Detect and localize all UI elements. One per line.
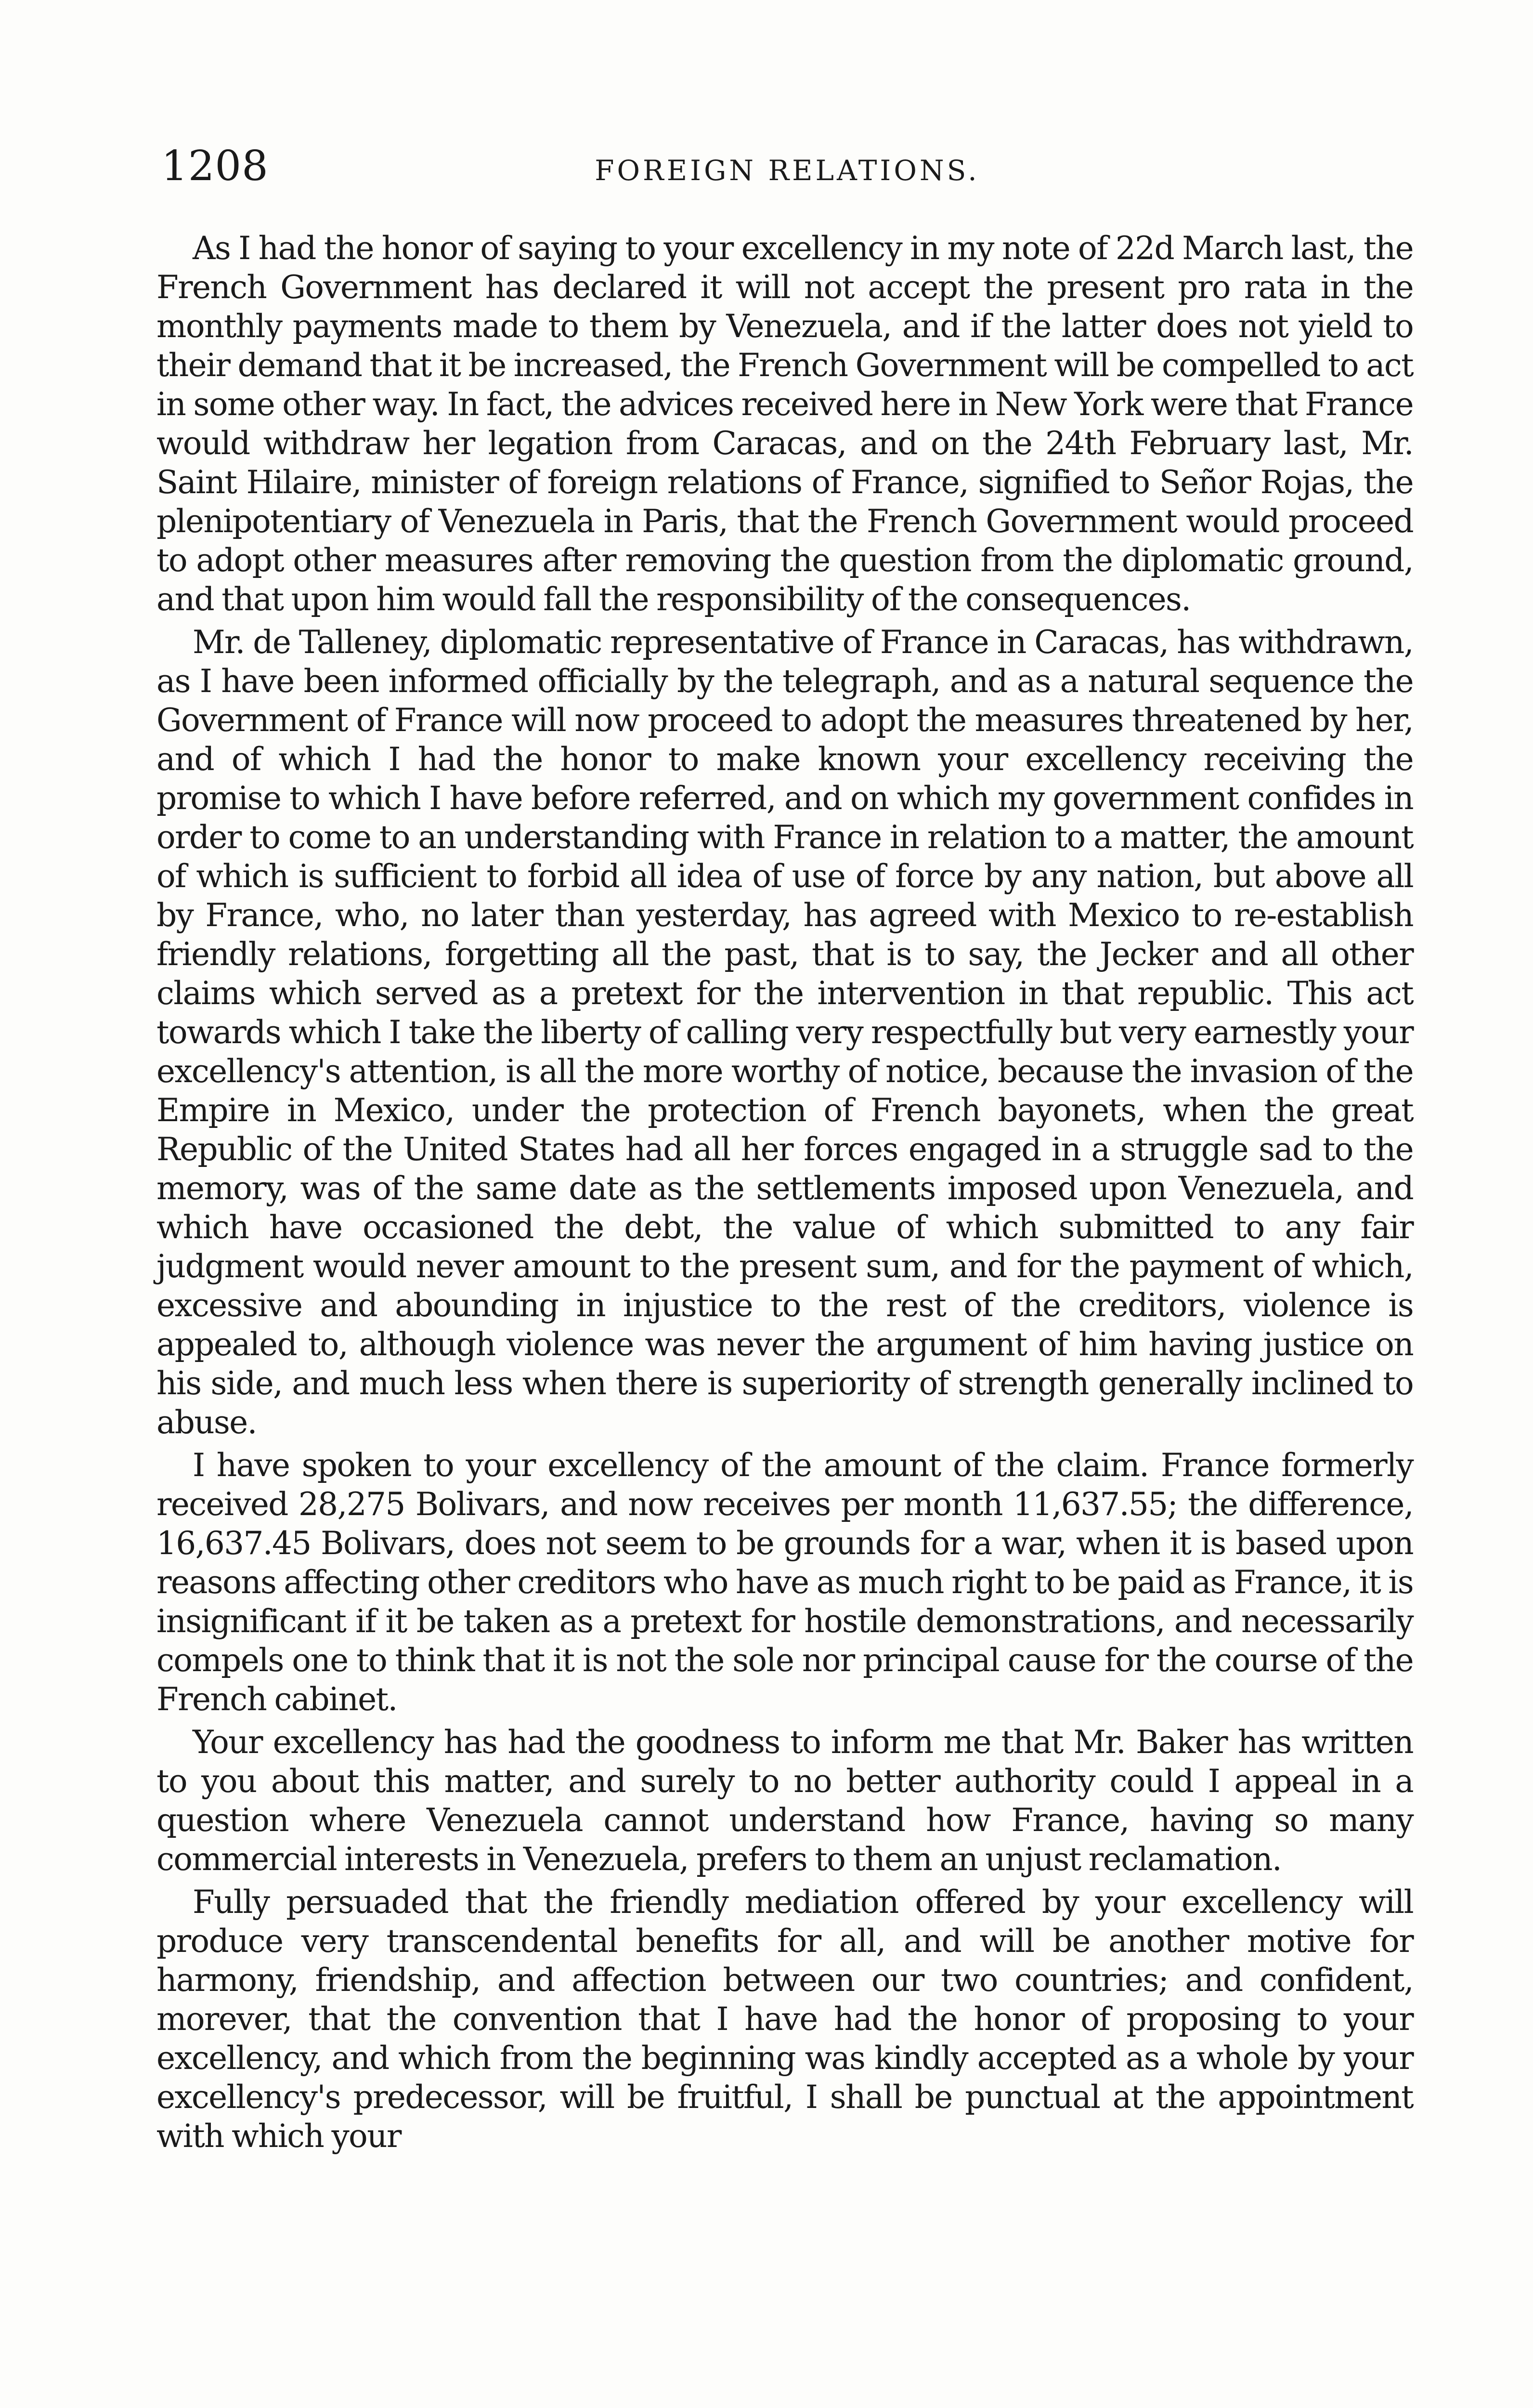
paragraph-2: Mr. de Talleney, diplomatic representative of France in Caracas, has withdrawn, as I have been informed officially by the telegraph, and as a natural sequence the Government of France will now proceed to adopt the measures threatened by her, and of which I had the honor to make known your excellency receiving the promise to which I have before referred, and on which my government confides in order to come to an understanding with France in relation to a matter, the amount of which is sufficient to forbid all idea of use of force by any nation, but above all by France, who, no later than yesterday, has agreed with Mexico to re-establish friendly relations, forgetting all the past, that is to say, the Jecker and all other claims which served as a pretext for the intervention in that republic. This act towards which I take the liberty of calling very respectfully but very earnestly your excellency's attention, is all the more worthy of notice, because the invasion of the Empire in Mexico, under the protection of French bayonets, when the great Republic of the United States had all her forces engaged in a struggle sad to the memory, was of the same date as the settlements imposed upon Venezuela, and which have occasioned the debt, the value of which submitted to any fair judgment would never amount to the present sum, and for the payment of which, excessive and abounding in injustice to the rest of the creditors, violence is appealed to, although violence was never the argument of him having justice on his side, and much less when there is superiority of strength generally inclined to abuse.	[156, 624, 1413, 1441]
paragraph-4: Your excellency has had the goodness to inform me that Mr. Baker has written to you about this matter, and surely to no better authority could I appeal in a question where Venezuela cannot understand how France, having so many commercial interests in Venezuela, prefers to them an unjust reclamation.	[156, 1724, 1413, 1878]
page-header	[161, 140, 1413, 193]
page-number: 1208	[161, 142, 269, 190]
paragraph-1: As I had the honor of saying to your excellency in my note of 22d March last, the French Government has declared it will not accept the present pro rata in the monthly payments made to them by Venezuela, and if the latter does not yield to their demand that it be increased, the French Government will be compelled to act in some other way. In fact, the advices received here in New York were that France would withdraw her legation from Caracas, and on the 24th February last, Mr. Saint Hilaire, minister of foreign relations of France, signified to Señor Rojas, the plenipotentiary of Venezuela in Paris, that the French Government would proceed to adopt other measures after removing the question from the diplomatic ground, and that upon him would fall the responsibility of the consequences.	[156, 230, 1413, 618]
body-text	[156, 229, 1413, 2159]
paragraph-3: I have spoken to your excellency of the amount of the claim. France formerly received 28,275 Bolivars, and now receives per month 11,637.55; the difference, 16,637.45 Bolivars, does not seem to be grounds for a war, when it is based upon reasons affecting other creditors who have as much right to be paid as France, it is insignificant if it be taken as a pretext for hostile demonstrations, and necessarily compels one to think that it is not the sole nor principal cause for the course of the French cabinet.	[156, 1447, 1413, 1718]
running-title: FOREIGN RELATIONS.	[595, 154, 980, 187]
paragraph-5: Fully persuaded that the friendly mediation offered by your excellency will produce very transcendental benefits for all, and will be another motive for harmony, friendship, and affection between our two countries; and confident, morever, that the convention that I have had the honor of proposing to your excellency, and which from the beginning was kindly accepted as a whole by your excellency's predecessor, will be fruitful, I shall be punctual at the appointment with which your	[156, 1884, 1413, 2155]
